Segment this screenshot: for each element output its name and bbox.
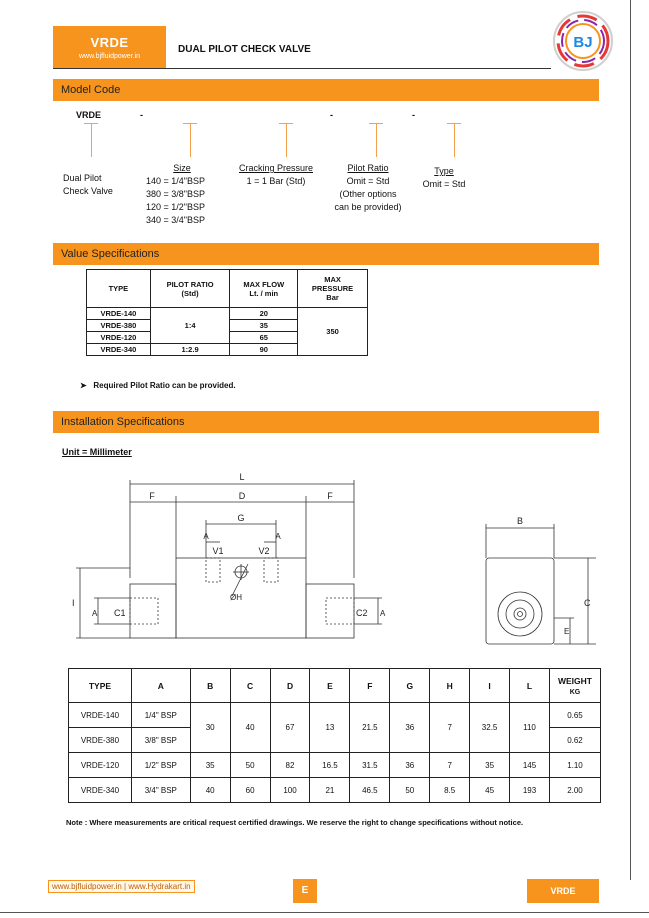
cell-g: 36 (390, 753, 430, 778)
disclaimer-note: Note : Where measurements are critical request certified drawings. We reserve the right to change specifications without notice. (66, 818, 524, 827)
cell-h: 8.5 (430, 778, 470, 803)
cell-g: 36 (390, 703, 430, 753)
model-code-dash: - (140, 110, 143, 120)
cell-d: 82 (270, 753, 310, 778)
table-row (87, 308, 368, 320)
cell-l: 145 (510, 753, 550, 778)
size-option: 140 = 1/4"BSP (146, 176, 205, 186)
cell-f: 31.5 (350, 753, 390, 778)
cell-type: VRDE-140 (87, 308, 151, 320)
cell-l: 110 (510, 703, 550, 753)
col-l: L (510, 669, 550, 703)
table-row (69, 778, 601, 803)
value-spec-table (86, 269, 368, 356)
footer-divider (0, 912, 649, 913)
col-g: G (390, 669, 430, 703)
pilot-option: can be provided) (334, 202, 402, 212)
table-header-row (69, 669, 601, 703)
cell-pressure: 350 (298, 308, 368, 356)
pilot-title: Pilot Ratio (347, 163, 389, 173)
header-text: MAX FLOW (243, 279, 285, 289)
section-value-specifications: Value Specifications (53, 243, 599, 265)
col-f: F (350, 669, 390, 703)
cell-i: 35 (470, 753, 510, 778)
cell-type: VRDE-140 (69, 703, 132, 728)
dim-label-H: ØH (230, 593, 242, 602)
front-view-drawing (60, 468, 400, 648)
type-options (415, 165, 473, 191)
cell-type: VRDE-120 (69, 753, 132, 778)
cell-weight: 0.62 (549, 728, 600, 753)
col-type: TYPE (87, 270, 151, 308)
page-border-right (630, 0, 631, 880)
header-divider (53, 68, 551, 69)
cell-a: 1/2" BSP (131, 753, 190, 778)
port-label-v1: V1 (212, 546, 224, 556)
col-weight (549, 669, 600, 703)
cell-f: 21.5 (350, 703, 390, 753)
dim-label-B: B (516, 516, 524, 526)
dim-label-L: L (239, 472, 245, 482)
col-e: E (310, 669, 350, 703)
cell-type: VRDE-340 (87, 344, 151, 356)
type-option: Omit = Std (422, 179, 466, 189)
cell-weight: 2.00 (549, 778, 600, 803)
code-pointer (369, 123, 383, 157)
model-code-base: VRDE (76, 110, 102, 120)
footer-links[interactable]: www.bjfluidpower.in | www.Hydrakart.in (48, 880, 195, 893)
bullet-text: Required Pilot Ratio can be provided. (93, 381, 236, 390)
port-label-c2: C2 (356, 608, 368, 618)
dim-label-G: G (237, 513, 245, 523)
bj-logo (552, 10, 614, 72)
dim-label-C: C (584, 598, 591, 608)
header-text: MAX (324, 275, 341, 284)
cell-weight: 1.10 (549, 753, 600, 778)
dim-label-D: D (238, 491, 246, 501)
cell-flow: 90 (230, 344, 298, 356)
pilot-option: Omit = Std (346, 176, 390, 186)
col-pilot-ratio (150, 270, 230, 308)
cell-flow: 20 (230, 308, 298, 320)
code-pointer (183, 123, 197, 157)
cell-ratio: 1:2.9 (150, 344, 230, 356)
cell-type: VRDE-340 (69, 778, 132, 803)
port-label-c1: C1 (114, 608, 126, 618)
footer-product-code: VRDE (527, 879, 599, 903)
dim-label-A: A (203, 532, 209, 541)
code-pointer (84, 123, 98, 157)
product-tag (53, 26, 166, 68)
cracking-option: 1 = 1 Bar (Std) (246, 176, 306, 186)
cracking-title: Cracking Pressure (238, 163, 314, 173)
header-text: KG (569, 688, 581, 696)
type-title: Type (434, 166, 454, 176)
col-h: H (430, 669, 470, 703)
cell-b: 40 (190, 778, 230, 803)
header-text: PILOT RATIO (166, 279, 214, 289)
size-title: Size (173, 163, 191, 173)
cell-d: 100 (270, 778, 310, 803)
cell-b: 30 (190, 703, 230, 753)
col-d: D (270, 669, 310, 703)
cell-l: 193 (510, 778, 550, 803)
cell-type: VRDE-120 (87, 332, 151, 344)
dimension-table (68, 668, 601, 803)
cell-flow: 65 (230, 332, 298, 344)
desc-line: Check Valve (63, 186, 113, 196)
cell-c: 40 (230, 703, 270, 753)
section-installation-specifications: Installation Specifications (53, 411, 599, 433)
col-b: B (190, 669, 230, 703)
col-i: I (470, 669, 510, 703)
cell-type: VRDE-380 (69, 728, 132, 753)
cell-f: 46.5 (350, 778, 390, 803)
cell-a: 1/4" BSP (131, 703, 190, 728)
dim-label-E: E (564, 627, 570, 636)
section-model-code: Model Code (53, 79, 599, 101)
code-pointer (447, 123, 461, 157)
dim-label-I: I (72, 598, 75, 608)
col-max-flow (230, 270, 298, 308)
side-view-drawing (470, 510, 600, 650)
cell-weight: 0.65 (549, 703, 600, 728)
cell-i: 32.5 (470, 703, 510, 753)
dim-label-A: A (380, 609, 386, 618)
header-text: (Std) (181, 288, 199, 298)
logo-text: BJ (573, 34, 593, 51)
cell-e: 13 (310, 703, 350, 753)
col-type: TYPE (69, 669, 132, 703)
dim-label-F: F (149, 491, 155, 501)
col-max-pressure (298, 270, 368, 308)
header-url: www.bjfluidpower.in (78, 53, 141, 60)
port-label-v2: V2 (258, 546, 270, 556)
document-title: DUAL PILOT CHECK VALVE (178, 44, 311, 55)
cell-c: 50 (230, 753, 270, 778)
product-code: VRDE (90, 35, 129, 50)
code-pointer (279, 123, 293, 157)
bullet-note (80, 381, 236, 390)
cell-e: 16.5 (310, 753, 350, 778)
cell-a: 3/4" BSP (131, 778, 190, 803)
cell-i: 45 (470, 778, 510, 803)
pilot-ratio-options (328, 162, 408, 214)
unit-label: Unit = Millimeter (62, 447, 132, 457)
cell-h: 7 (430, 703, 470, 753)
dim-label-A: A (92, 609, 98, 618)
table-row (69, 753, 601, 778)
col-c: C (230, 669, 270, 703)
cell-h: 7 (430, 753, 470, 778)
model-code-dash: - (330, 110, 333, 120)
desc-line: Dual Pilot (63, 173, 102, 183)
cracking-pressure (234, 162, 318, 188)
cell-g: 50 (390, 778, 430, 803)
size-option: 120 = 1/2"BSP (146, 202, 205, 212)
table-header-row (87, 270, 368, 308)
cell-type: VRDE-380 (87, 320, 151, 332)
pilot-option: (Other options (339, 189, 397, 199)
model-description (63, 172, 113, 198)
arrow-bullet-icon: ➤ (80, 381, 87, 390)
table-row (69, 703, 601, 728)
size-option: 340 = 3/4"BSP (146, 215, 205, 225)
col-a: A (131, 669, 190, 703)
size-option: 380 = 3/8"BSP (146, 189, 205, 199)
dim-label-A: A (275, 532, 281, 541)
header-text: PRESSURE (311, 284, 354, 293)
footer-page-letter: E (293, 879, 317, 903)
header-text: Bar (326, 293, 339, 302)
cell-flow: 35 (230, 320, 298, 332)
cell-e: 21 (310, 778, 350, 803)
cell-b: 35 (190, 753, 230, 778)
header-text: WEIGHT (557, 675, 592, 686)
cell-ratio: 1:4 (150, 308, 230, 344)
cell-d: 67 (270, 703, 310, 753)
size-options (146, 162, 218, 227)
dim-label-F: F (327, 491, 333, 501)
cell-a: 3/8" BSP (131, 728, 190, 753)
header-text: Lt. / min (249, 288, 279, 298)
model-code-dash: - (412, 110, 415, 120)
cell-c: 60 (230, 778, 270, 803)
